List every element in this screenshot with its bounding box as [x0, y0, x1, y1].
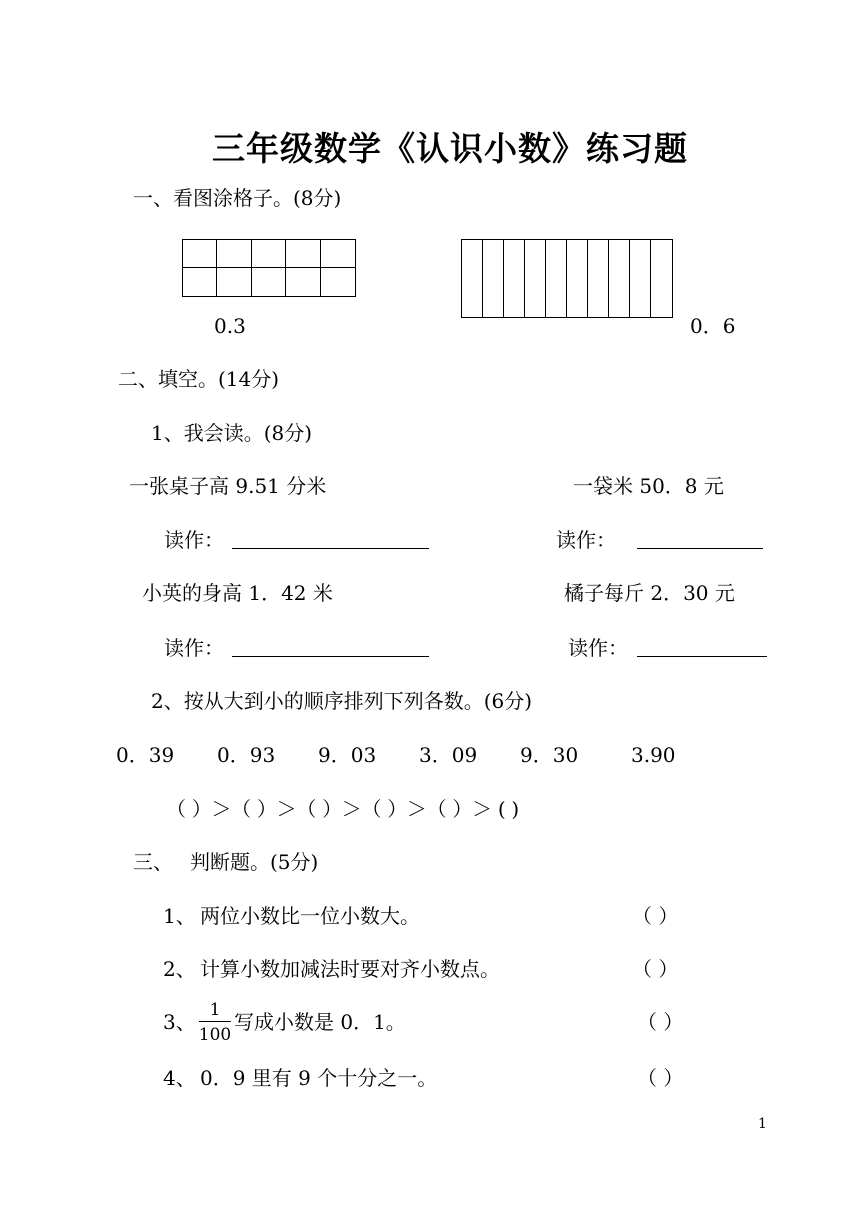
read-label-2: 读作：: [556, 528, 616, 552]
judge-1-num: 1、: [163, 904, 196, 928]
grid-cell[interactable]: [286, 268, 320, 296]
grid-b-label: 0．6: [690, 314, 736, 338]
judge-2-text: 计算小数加减法时要对齐小数点。: [200, 957, 500, 981]
grid-cell[interactable]: [525, 240, 546, 317]
grid-cell[interactable]: [504, 240, 525, 317]
page-number: 1: [758, 1116, 767, 1132]
fraction-denominator: 100: [198, 1025, 232, 1045]
answer-line-3[interactable]: [232, 656, 429, 657]
answer-line-2[interactable]: [637, 548, 763, 549]
grid-cell[interactable]: [217, 240, 251, 268]
section3-heading: 判断题。(5分): [190, 850, 319, 874]
grid-cell[interactable]: [651, 240, 672, 317]
read-label-1: 读作：: [164, 528, 224, 552]
fraction-bar: [199, 1021, 231, 1022]
number-5: 9．30: [520, 743, 579, 767]
number-6: 3.90: [631, 743, 676, 767]
section2-heading: 二、填空。(14分): [118, 367, 280, 391]
grid-cell[interactable]: [483, 240, 504, 317]
judge-3-answer[interactable]: （ ）: [637, 1010, 684, 1034]
judge-1-text: 两位小数比一位小数大。: [200, 904, 420, 928]
grid-a[interactable]: [182, 239, 356, 297]
number-4: 3．09: [419, 743, 478, 767]
read-label-3: 读作：: [164, 636, 224, 660]
grid-cell[interactable]: [588, 240, 609, 317]
judge-4-text: 0．9 里有 9 个十分之一。: [200, 1066, 438, 1090]
grid-cell[interactable]: [462, 240, 483, 317]
page-title: 三年级数学《认识小数》练习题: [212, 129, 688, 168]
q2-heading: 2、按从大到小的顺序排列下列各数。(6分): [151, 689, 533, 713]
grid-cell[interactable]: [252, 268, 286, 296]
grid-cell[interactable]: [252, 240, 286, 268]
judge-3-num: 3、: [163, 1010, 196, 1034]
answer-line-1[interactable]: [232, 548, 429, 549]
grid-cell[interactable]: [183, 268, 217, 296]
grid-cell[interactable]: [567, 240, 588, 317]
judge-2-answer[interactable]: （ ）: [632, 957, 679, 981]
judge-4-answer[interactable]: （ ）: [637, 1066, 684, 1090]
judge-4-num: 4、: [163, 1066, 196, 1090]
grid-cell[interactable]: [321, 268, 355, 296]
order-blanks[interactable]: （ ）＞（ ）＞（ ）＞（ ）＞（ ）＞ ( ): [166, 797, 519, 821]
judge-2-num: 2、: [163, 957, 196, 981]
number-1: 0．39: [116, 743, 175, 767]
read-item-3: 小英的身高 1．42 米: [142, 581, 333, 605]
judge-1-answer[interactable]: （ ）: [632, 904, 679, 928]
grid-cell[interactable]: [321, 240, 355, 268]
section3-number: 三、: [133, 850, 173, 874]
read-item-4: 橘子每斤 2．30 元: [564, 581, 735, 605]
section1-heading: 一、看图涂格子。(8分): [133, 186, 342, 210]
number-2: 0．93: [217, 743, 276, 767]
judge-3-text: 写成小数是 0．1。: [234, 1010, 406, 1034]
grid-cell[interactable]: [609, 240, 630, 317]
answer-line-4[interactable]: [637, 656, 767, 657]
q1-heading: 1、我会读。(8分): [151, 421, 313, 445]
read-item-2: 一袋米 50．8 元: [573, 474, 724, 498]
number-3: 9．03: [318, 743, 377, 767]
grid-cell[interactable]: [183, 240, 217, 268]
grid-cell[interactable]: [546, 240, 567, 317]
fraction-numerator: 1: [209, 1000, 221, 1020]
grid-cell[interactable]: [217, 268, 251, 296]
grid-b[interactable]: [461, 239, 673, 318]
grid-a-label: 0.3: [214, 314, 246, 338]
read-label-4: 读作：: [568, 636, 628, 660]
read-item-1: 一张桌子高 9.51 分米: [129, 474, 327, 498]
grid-cell[interactable]: [286, 240, 320, 268]
grid-cell[interactable]: [630, 240, 651, 317]
